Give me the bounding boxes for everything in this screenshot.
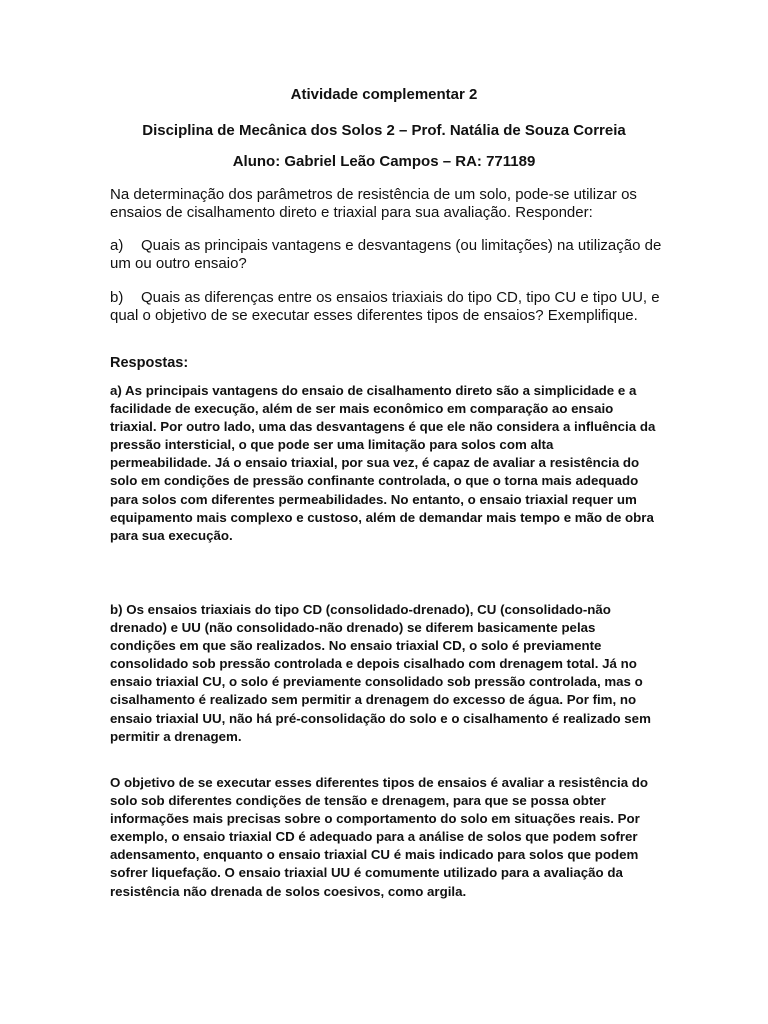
question-text: Quais as principais vantagens e desvantagens (ou limitações) na utilização de um ou outro ensaio?: [110, 237, 662, 272]
document-title: Atividade complementar 2: [290, 86, 478, 103]
intro-paragraph: Na determinação dos parâmetros de resistência de um solo, pode-se utilizar os ensaios de cisalhamento direto e triaxial para sua avaliação. Responder:: [110, 186, 637, 221]
question-a: [110, 237, 670, 272]
question-marker: a): [110, 237, 124, 254]
question-text: Quais as diferenças entre os ensaios triaxiais do tipo CD, tipo CU e tipo UU, e qual o objetivo de se executar esses diferentes tipos de ensaios? Exemplifique.: [110, 289, 660, 324]
answer-b-objective: O objetivo de se executar esses diferentes tipos de ensaios é avaliar a resistência do solo sob diferentes condições de tensão e drenagem, para que se possa obter informações mais precisas sobre o comportamento do solo em situações reais. Por exemplo, o ensaio triaxial CD é adequado para a análise de solos que podem sofrer adensamento, enquanto o ensaio triaxial CU é mais indicado para solos que podem sofrer liquefação. O ensaio triaxial UU é comumente utilizado para a avaliação da resistência não drenada de solos coesivos, como argila.: [110, 775, 649, 899]
student-line: Aluno: Gabriel Leão Campos – RA: 771189: [232, 153, 536, 170]
question-b: [110, 289, 670, 324]
answers-heading: Respostas:: [110, 355, 189, 371]
answer-b: b) Os ensaios triaxiais do tipo CD (consolidado-drenado), CU (consolidado-não drenado) e UU (não consolidado-não drenado) se diferem basicamente pelas condições em que são realizados. No ensaio triaxial CD, o solo é previamente consolidado sob pressão controlada e depois cisalhado com drenagem total. Já no ensaio triaxial CU, o solo é previamente consolidado sob pressão controlada, mas o cisalhamento é realizado sem permitir a drenagem do excesso de água. Por fim, no ensaio triaxial UU, não há pré-consolidação do solo e o cisalhamento é realizado sem permitir a drenagem.: [110, 602, 651, 744]
course-line: Disciplina de Mecânica dos Solos 2 – Prof. Natália de Souza Correia: [142, 122, 626, 139]
answer-a: a) As principais vantagens do ensaio de cisalhamento direto são a simplicidade e a facilidade de execução, além de ser mais econômico em comparação ao ensaio triaxial. Por outro lado, uma das desvantagens é que ele não considera a influência da pressão intersticial, o que pode ser uma limitação para solos com alta permeabilidade. Já o ensaio triaxial, por sua vez, é capaz de avaliar a resistência do solo em condições de pressão confinante controlada, o que o torna mais adequado para solos com diferentes permeabilidades. No entanto, o ensaio triaxial requer um equipamento mais complexo e custoso, além de demandar mais tempo e mão de obra para sua execução.: [110, 383, 656, 543]
question-marker: b): [110, 289, 124, 306]
